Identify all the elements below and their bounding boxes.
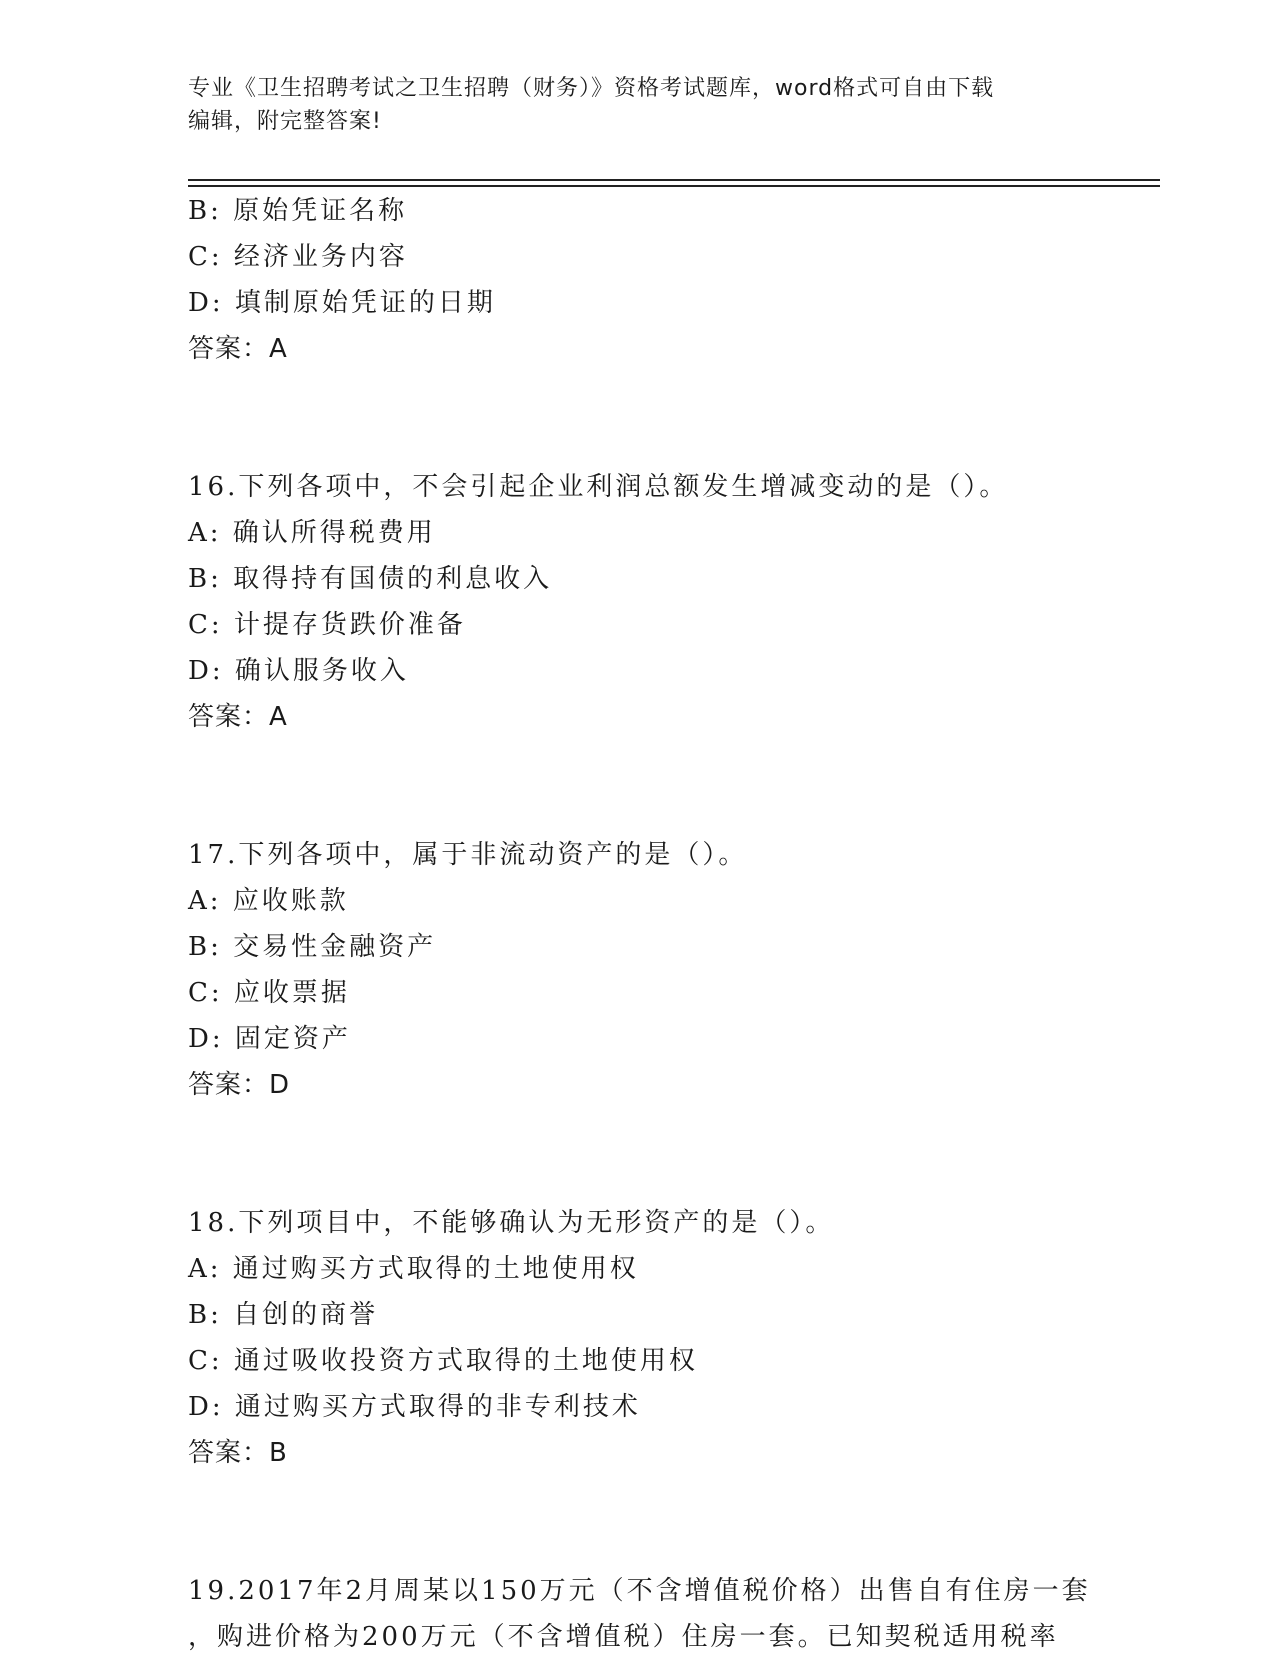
option-c: C: 计提存货跌价准备 — [188, 610, 466, 640]
question-text-line-2: ，购进价格为200万元（不含增值税）住房一套。已知契税适用税率 — [188, 1622, 1059, 1652]
option-c: C: 通过吸收投资方式取得的土地使用权 — [188, 1346, 698, 1376]
answer: 答案：A — [188, 334, 288, 364]
spacer — [188, 1108, 1138, 1200]
answer: 答案：A — [188, 702, 288, 732]
option-d: D: 填制原始凭证的日期 — [188, 288, 496, 318]
document-header — [188, 72, 1068, 138]
question-text: 17.下列各项中，属于非流动资产的是（）。 — [188, 840, 748, 870]
question-text: 18.下列项目中，不能够确认为无形资产的是（）。 — [188, 1208, 835, 1238]
header-line-2: 编辑，附完整答案! — [188, 109, 382, 134]
question-block-16 — [188, 464, 1138, 740]
question-block-17 — [188, 832, 1138, 1108]
option-a: A: 确认所得税费用 — [188, 518, 436, 548]
option-c: C: 应收票据 — [188, 978, 350, 1008]
option-d: D: 通过购买方式取得的非专利技术 — [188, 1392, 641, 1422]
header-line-1: 专业《卫生招聘考试之卫生招聘（财务）》资格考试题库，word格式可自由下载 — [188, 76, 995, 101]
header-rule-top — [188, 179, 1160, 181]
answer: 答案：D — [188, 1070, 291, 1100]
option-b: B: 原始凭证名称 — [188, 196, 408, 226]
question-block-15 — [188, 188, 1138, 372]
question-list — [188, 188, 1138, 1660]
spacer — [188, 1476, 1138, 1568]
spacer — [188, 372, 1138, 464]
question-text: 16.下列各项中，不会引起企业利润总额发生增减变动的是（）。 — [188, 472, 1009, 502]
option-b: B: 交易性金融资产 — [188, 932, 437, 962]
option-a: A: 应收账款 — [188, 886, 349, 916]
option-b: B: 自创的商誉 — [188, 1300, 379, 1330]
option-a: A: 通过购买方式取得的土地使用权 — [188, 1254, 639, 1284]
question-block-19 — [188, 1568, 1138, 1660]
answer: 答案：B — [188, 1438, 288, 1468]
option-c: C: 经济业务内容 — [188, 242, 408, 272]
header-rule-bottom — [188, 185, 1160, 187]
option-b: B: 取得持有国债的利息收入 — [188, 564, 553, 594]
spacer — [188, 740, 1138, 832]
option-d: D: 确认服务收入 — [188, 656, 409, 686]
option-d: D: 固定资产 — [188, 1024, 351, 1054]
question-block-18 — [188, 1200, 1138, 1476]
question-text-line-1: 19.2017年2月周某以150万元（不含增值税价格）出售自有住房一套 — [188, 1576, 1091, 1606]
